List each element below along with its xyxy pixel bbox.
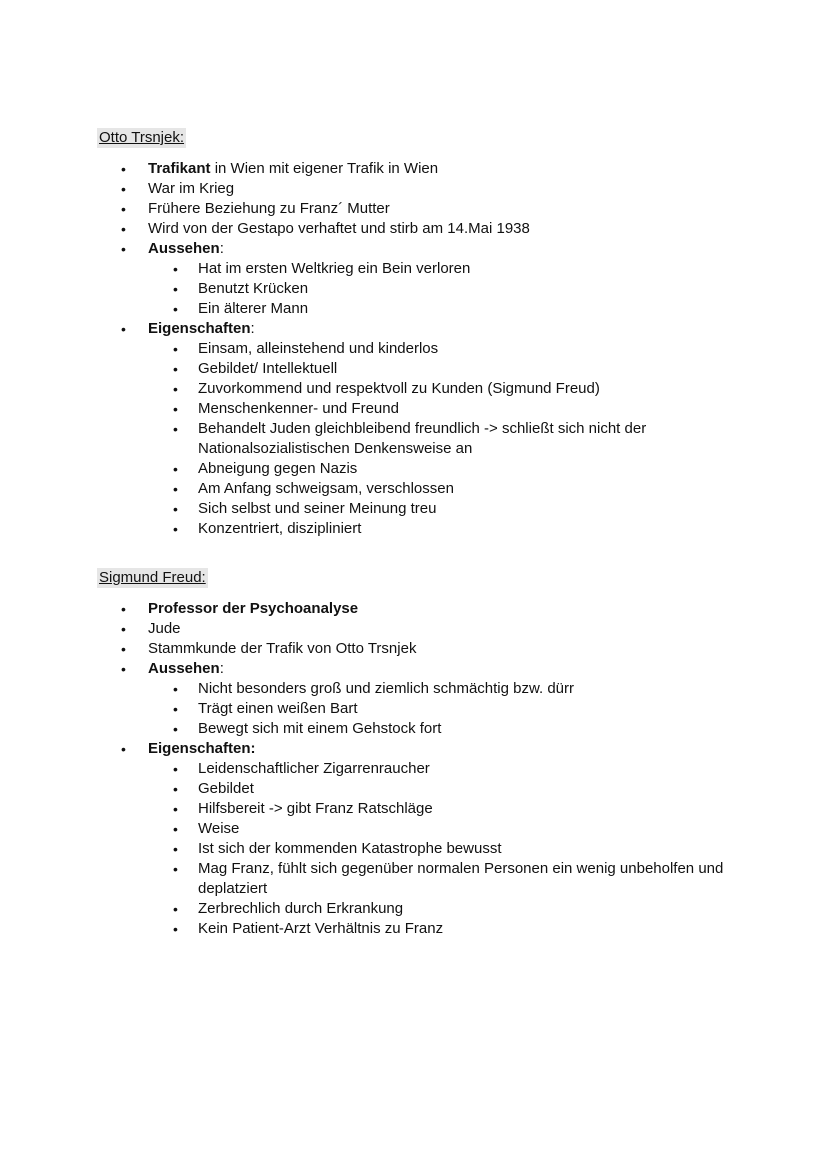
- bullet-icon: •: [121, 241, 126, 257]
- sub-list-item: • Sich selbst und seiner Meinung treu: [173, 500, 437, 517]
- sub-list-item: • Hilfsbereit -> gibt Franz Ratschläge: [173, 800, 433, 817]
- bullet-icon: •: [173, 821, 178, 837]
- sub-list-item: • Weise: [173, 820, 240, 837]
- list-item: • Eigenschaften: • Leidenschaftlicher Zigarrenraucher • Gebildet • Hilfsbereit -> gibt Franz Ratschläge • Weise • Ist sich der kommenden Katastrophe bewusst • Mag Franz, fühlt sich gegenüber normalen Personen ein wenig unbeholfen und deplatziert • Zerbrechlich durch Erkrankung • Kein Patient-Arzt Verhältnis zu Franz: [0, 739, 828, 939]
- list-item: • Trafikant in Wien mit eigener Trafik in Wien: [121, 160, 439, 177]
- bullet-icon: •: [173, 261, 178, 277]
- bullet-icon: •: [121, 741, 126, 757]
- bullet-icon: •: [173, 861, 178, 877]
- sub-list: [148, 679, 828, 739]
- bullet-icon: •: [121, 621, 126, 637]
- bullet-list: [0, 159, 828, 539]
- bullet-icon: •: [121, 201, 126, 217]
- bullet-icon: •: [173, 921, 178, 937]
- bullet-icon: •: [173, 841, 178, 857]
- sub-list-item: • Leidenschaftlicher Zigarrenraucher: [173, 760, 430, 777]
- section-title: Sigmund Freud:: [99, 569, 206, 586]
- bullet-icon: •: [121, 641, 126, 657]
- sub-list-item: • Konzentriert, diszipliniert: [173, 520, 362, 537]
- sub-list-item: • Abneigung gegen Nazis: [173, 460, 358, 477]
- bullet-icon: •: [173, 361, 178, 377]
- sub-list: [148, 759, 828, 939]
- bullet-icon: •: [173, 521, 178, 537]
- list-item: • Wird von der Gestapo verhaftet und stirb am 14.Mai 1938: [121, 220, 530, 237]
- bullet-icon: •: [173, 801, 178, 817]
- list-item: • Eigenschaften: • Einsam, alleinstehend und kinderlos • Gebildet/ Intellektuell • Zuvorkommend und respektvoll zu Kunden (Sigmund Freud) • Menschenkenner- und Freund • Behandelt Juden gleichbleibend freundlich -> schließt sich nicht der Nationalsozialistischen Denkensweise an • Abneigung gegen Nazis • Am Anfang schweigsam, verschlossen • Sich selbst und seiner Meinung treu • Konzentriert, diszipliniert: [0, 319, 828, 539]
- sub-list-item: • Gebildet: [173, 780, 254, 797]
- sub-list: [148, 259, 828, 319]
- bullet-icon: •: [173, 381, 178, 397]
- sub-list-item: • Kein Patient-Arzt Verhältnis zu Franz: [173, 920, 444, 937]
- bullet-icon: •: [173, 781, 178, 797]
- sub-list-item: • Benutzt Krücken: [173, 280, 309, 297]
- bullet-icon: •: [121, 661, 126, 677]
- list-item: • Aussehen: • Hat im ersten Weltkrieg ein Bein verloren • Benutzt Krücken • Ein älterer Mann: [0, 239, 828, 319]
- sub-list-item: • Mag Franz, fühlt sich gegenüber normalen Personen ein wenig unbeholfen und deplatziert: [173, 860, 724, 897]
- sub-list-item: • Gebildet/ Intellektuell: [173, 360, 338, 377]
- bullet-icon: •: [173, 481, 178, 497]
- bullet-icon: •: [173, 721, 178, 737]
- bullet-list: [0, 599, 828, 939]
- bullet-icon: •: [173, 421, 178, 437]
- bullet-icon: •: [173, 501, 178, 517]
- sub-list-item: • Menschenkenner- und Freund: [173, 400, 399, 417]
- list-item: • Aussehen: • Nicht besonders groß und ziemlich schmächtig bzw. dürr • Trägt einen weißen Bart • Bewegt sich mit einem Gehstock fort: [0, 659, 828, 739]
- bullet-icon: •: [173, 401, 178, 417]
- bullet-icon: •: [173, 461, 178, 477]
- list-item: • Stammkunde der Trafik von Otto Trsnjek: [121, 640, 417, 657]
- bullet-icon: •: [121, 181, 126, 197]
- sub-list-item: • Einsam, alleinstehend und kinderlos: [173, 340, 439, 357]
- bullet-icon: •: [173, 901, 178, 917]
- sub-list-item: • Hat im ersten Weltkrieg ein Bein verloren: [173, 260, 471, 277]
- bullet-icon: •: [121, 601, 126, 617]
- list-item: • Jude: [121, 620, 181, 637]
- bullet-icon: •: [173, 341, 178, 357]
- bullet-icon: •: [173, 701, 178, 717]
- sub-list-item: • Am Anfang schweigsam, verschlossen: [173, 480, 454, 497]
- bullet-icon: •: [173, 301, 178, 317]
- sub-list: [148, 339, 828, 539]
- bullet-icon: •: [173, 281, 178, 297]
- bullet-icon: •: [121, 161, 126, 177]
- list-item: • Frühere Beziehung zu Franz´ Mutter: [121, 200, 390, 217]
- bullet-icon: •: [121, 221, 126, 237]
- bullet-icon: •: [173, 761, 178, 777]
- list-item: • War im Krieg: [121, 180, 235, 197]
- list-item: • Professor der Psychoanalyse: [121, 600, 359, 617]
- sub-list-item: • Nicht besonders groß und ziemlich schmächtig bzw. dürr: [173, 680, 574, 697]
- sub-list-item: • Ist sich der kommenden Katastrophe bewusst: [173, 840, 502, 857]
- sub-list-item: • Zuvorkommend und respektvoll zu Kunden (Sigmund Freud): [173, 380, 600, 397]
- sub-list-item: • Ein älterer Mann: [173, 300, 309, 317]
- sub-list-item: • Trägt einen weißen Bart: [173, 700, 358, 717]
- bullet-icon: •: [173, 681, 178, 697]
- sub-list-item: • Bewegt sich mit einem Gehstock fort: [173, 720, 442, 737]
- section-title: Otto Trsnjek:: [99, 129, 185, 146]
- sub-list-item: • Behandelt Juden gleichbleibend freundlich -> schließt sich nicht der Nationalsozialistischen Denkensweise an: [173, 420, 647, 457]
- sub-list-item: • Zerbrechlich durch Erkrankung: [173, 900, 404, 917]
- bullet-icon: •: [121, 321, 126, 337]
